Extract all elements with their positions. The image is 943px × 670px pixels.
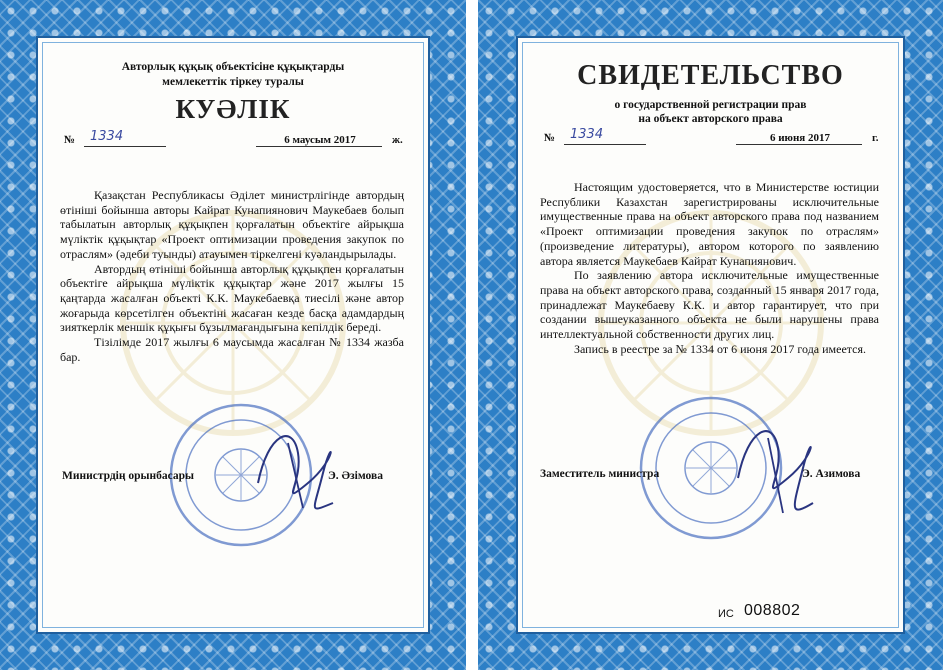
number-label: № [544, 132, 556, 144]
number-date-row [538, 127, 893, 148]
kazakh-certificate-page [0, 0, 466, 670]
date-suffix: г. [872, 132, 879, 144]
paragraph-3: Тізілімде 2017 жылғы 6 маусымда жасалған № 1334 жазба бар. [60, 335, 404, 364]
certificate-body-ru [516, 36, 905, 634]
paragraph-1: Қазақстан Республикасы Әділет министрлігінде автордың өтініші бойынша авторы Кайрат Кунапиянович Маукебаев болып табылатын авторлық құқықпен қорғалатын объектіге айрықша мүліктік құқықтар «Проект оптимизации проведения закупок по отраслям» (әдеби туынды) атауымен тіркелгені куәландырылады. [60, 188, 404, 261]
certificate-text-ru [540, 180, 879, 356]
paragraph-1: Настоящим удостоверяется, что в Министерстве юстиции Республики Казахстан зарегистрированы исключительные имущественные права на объект авторского права под названием «Проект оптимизации проведения закупок по отраслям» (произведение литературы), автором которого по заявлению автора является Маукебаев Кайрат Кунапиянович. [540, 180, 879, 268]
issue-date: 6 июня 2017 [769, 132, 831, 144]
number-underline [564, 144, 646, 145]
certificate-title-ru: СВИДЕТЕЛЬСТВО [577, 60, 844, 91]
signer-title: Заместитель министра [540, 468, 660, 480]
handwritten-number: 1334 [570, 127, 604, 142]
header-line-1: Авторлық құқық объектісіне құқықтарды [121, 61, 345, 73]
number-label: № [64, 134, 76, 146]
date-suffix: ж. [392, 134, 403, 146]
handwritten-signature [238, 413, 358, 523]
russian-certificate-page [478, 0, 943, 670]
paragraph-3: Запись в реестре за № 1334 от 6 июня 2017 года имеется. [574, 341, 867, 356]
paragraph-2: Автордың өтініші бойынша авторлық құқықпен қорғалатын объектіге айрықша мүліктік құқықтар және 2017 жылғы 15 қаңтарда жасалған объекті К.К. Маукебаевқа тиесілі және автор жоғарыда көрсетілген объектіні жасаған кезде басқа адамдардың зияткерлік меншік құқығы бұзылмағандығына кепілдік береді. [60, 261, 404, 335]
subtitle-line-2: на объект авторского права [638, 113, 783, 125]
certificate-body-kz [36, 36, 430, 634]
handwritten-number: 1334 [90, 129, 124, 144]
date-underline [256, 146, 382, 147]
signer-name: Э. Азимова [802, 468, 861, 480]
number-underline [84, 146, 166, 147]
series-label: ИС [718, 608, 734, 620]
issue-date: 6 маусым 2017 [284, 134, 356, 146]
paragraph-2: По заявлению автора исключительные имущественные права на объект авторского права, созданный 15 января 2017 года, принадлежат Маукебаеву К.К. и автор гарантирует, что при создании вышеуказанного объекта не были нарушены права интеллектуальной собственности других лиц. [540, 268, 879, 342]
date-underline [736, 144, 862, 145]
number-date-row [58, 129, 418, 150]
series-number: 008802 [744, 602, 801, 619]
certificate-text-kz [60, 188, 404, 364]
certificate-title-kz: КУӘЛІК [175, 94, 291, 124]
signer-title: Министрдің орынбасары [62, 470, 195, 482]
subtitle-line-1: о государственной регистрации прав [614, 99, 807, 111]
signer-name: Э. Әзімова [328, 470, 383, 482]
header-line-2: мемлекеттік тіркеу туралы [162, 76, 304, 88]
